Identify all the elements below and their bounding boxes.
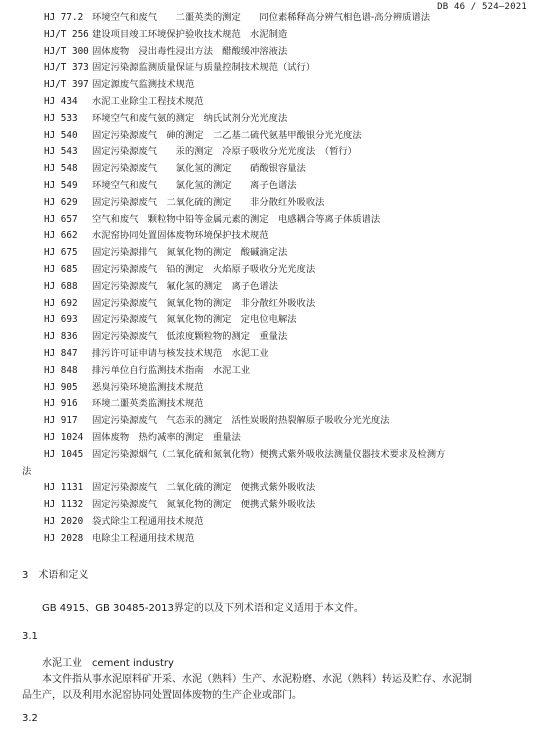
reference-title: 建设项目竣工环境保护验收技术规范 水泥制造 bbox=[92, 28, 288, 40]
reference-title: 排污许可证申请与核发技术规范 水泥工业 bbox=[92, 347, 269, 359]
reference-item bbox=[22, 262, 532, 279]
reference-code: HJ 847 bbox=[44, 347, 78, 359]
reference-code: HJ 657 bbox=[44, 213, 78, 225]
reference-title: 水泥工业除尘工程技术规范 bbox=[92, 95, 204, 107]
reference-item bbox=[22, 430, 532, 447]
term-3-1-number: 3.1 bbox=[22, 631, 38, 642]
reference-item bbox=[22, 497, 532, 514]
document-header: DB 46 / 524—2021 bbox=[437, 2, 527, 12]
reference-code: HJ 905 bbox=[44, 381, 78, 393]
reference-title: 固定污染源废气 低浓度颗粒物的测定 重量法 bbox=[92, 331, 288, 343]
reference-title: 排污单位自行监测技术指南 水泥工业 bbox=[92, 364, 251, 376]
reference-item bbox=[22, 195, 532, 212]
reference-title: 环境二噩英类监测技术规范 bbox=[92, 398, 204, 410]
reference-title: 固定污染源废气 铅的测定 火焰原子吸收分光光度法 bbox=[92, 263, 316, 275]
reference-title: 水泥窑协同处置固体废物环境保护技术规范 bbox=[92, 230, 269, 242]
reference-title: 固定污染源废气 氯化氢的测定 硝酸银容量法 bbox=[92, 163, 306, 175]
reference-code: HJ 848 bbox=[44, 364, 78, 376]
reference-code: HJ 675 bbox=[44, 247, 78, 259]
reference-title: 固体废物 浸出毒性浸出方法 醋酸缓冲溶液法 bbox=[92, 45, 288, 57]
reference-title-continuation: 法 bbox=[22, 465, 32, 477]
reference-code: HJ 662 bbox=[44, 230, 78, 242]
reference-code: HJ/T 256 bbox=[44, 28, 89, 40]
reference-title: 固定污染源废气 二氧化硫的测定 非分散红外吸收法 bbox=[92, 196, 325, 208]
reference-code: HJ 629 bbox=[44, 196, 78, 208]
reference-item bbox=[22, 380, 532, 397]
reference-code: HJ 2028 bbox=[44, 532, 84, 544]
reference-item bbox=[22, 228, 532, 245]
reference-code: HJ/T 397 bbox=[44, 79, 89, 91]
reference-item bbox=[22, 396, 532, 413]
reference-item bbox=[22, 245, 532, 262]
reference-title: 固定污染源烟气（二氧化硫和氮氧化物）便携式紫外吸收法测量仪器技术要求及检测方 bbox=[92, 448, 446, 460]
reference-title: 固定污染源废气 汞的测定 冷原子吸收分光光度法 （暂行） bbox=[92, 146, 357, 158]
reference-item bbox=[22, 346, 532, 363]
reference-code: HJ 917 bbox=[44, 415, 78, 427]
reference-code: HJ/T 300 bbox=[44, 45, 89, 57]
reference-item bbox=[22, 531, 532, 548]
reference-code: HJ 1132 bbox=[44, 499, 84, 511]
reference-title: 固定污染源监测质量保证与质量控制技术规范（试行） bbox=[92, 62, 316, 74]
reference-title: 固体废物 热灼减率的测定 重量法 bbox=[92, 431, 241, 443]
reference-title: 固定源废气监测技术规范 bbox=[92, 79, 195, 91]
reference-item bbox=[22, 44, 532, 61]
reference-title: 固定污染源废气 砷的测定 二乙基二硫代氨基甲酸银分光光度法 bbox=[92, 129, 362, 141]
reference-item bbox=[22, 296, 532, 313]
reference-item bbox=[22, 94, 532, 111]
reference-code: HJ 692 bbox=[44, 297, 78, 309]
reference-title: 固定污染源废气 氮氧化物的测定 非分散红外吸收法 bbox=[92, 297, 316, 309]
reference-item bbox=[22, 447, 532, 481]
reference-title: 固定污染源废气 氮氧化物的测定 定电位电解法 bbox=[92, 314, 297, 326]
reference-code: HJ 916 bbox=[44, 398, 78, 410]
reference-code: HJ 836 bbox=[44, 331, 78, 343]
reference-title: 固定污染源废气 氟化氢的测定 离子色谱法 bbox=[92, 280, 278, 292]
reference-title: 固定污染源废气 气态汞的测定 活性炭吸附热裂解原子吸收分光光度法 bbox=[92, 415, 390, 427]
reference-code: HJ 685 bbox=[44, 263, 78, 275]
reference-item bbox=[22, 413, 532, 430]
section-3-intro: GB 4915、GB 30485-2013界定的以及下列术语和定义适用于本文件。 bbox=[42, 603, 364, 614]
reference-title: 固定污染源排气 氮氧化物的测定 酸碱滴定法 bbox=[92, 247, 288, 259]
reference-item bbox=[22, 77, 532, 94]
reference-item bbox=[22, 363, 532, 380]
reference-code: HJ 1024 bbox=[44, 431, 84, 443]
reference-title: 电除尘工程通用技术规范 bbox=[92, 532, 195, 544]
reference-title: 固定污染源废气 氮氧化物的测定 便携式紫外吸收法 bbox=[92, 499, 316, 511]
reference-code: HJ 693 bbox=[44, 314, 78, 326]
reference-code: HJ/T 373 bbox=[44, 62, 89, 74]
reference-code: HJ 688 bbox=[44, 280, 78, 292]
reference-item bbox=[22, 111, 532, 128]
reference-item bbox=[22, 27, 532, 44]
reference-code: HJ 2020 bbox=[44, 515, 84, 527]
reference-title: 环境空气和废气 二噩英类的测定 同位素稀释高分辨气相色谱-高分辨质谱法 bbox=[92, 12, 431, 23]
term-3-1-definition-line1: 本文件指从事水泥原料矿开采、水泥（熟料）生产、水泥粉磨、水泥（熟料）转运及贮存、水泥制 bbox=[42, 674, 472, 685]
reference-title: 固定污染源废气 二氧化硫的测定 便携式紫外吸收法 bbox=[92, 482, 316, 494]
reference-item bbox=[22, 144, 532, 161]
section-3-heading: 3 术语和定义 bbox=[22, 570, 89, 581]
reference-item bbox=[22, 312, 532, 329]
reference-item bbox=[22, 60, 532, 77]
reference-item bbox=[22, 279, 532, 296]
reference-code: HJ 543 bbox=[44, 146, 78, 158]
reference-item bbox=[22, 480, 532, 497]
reference-code: HJ 540 bbox=[44, 129, 78, 141]
reference-item bbox=[22, 212, 532, 229]
reference-item bbox=[22, 329, 532, 346]
reference-code: HJ 549 bbox=[44, 179, 78, 191]
reference-code: HJ 533 bbox=[44, 112, 78, 124]
reference-code: HJ 1131 bbox=[44, 482, 84, 494]
reference-code: HJ 434 bbox=[44, 95, 78, 107]
reference-title: 恶臭污染环境监测技术规范 bbox=[92, 381, 204, 393]
term-3-1-title: 水泥工业 cement industry bbox=[42, 658, 174, 669]
reference-code: HJ 77.2 bbox=[44, 12, 84, 23]
term-3-2-number: 3.2 bbox=[22, 713, 38, 724]
reference-title: 环境空气和废气氨的测定 纳氏试剂分光光度法 bbox=[92, 112, 288, 124]
reference-code: HJ 548 bbox=[44, 163, 78, 175]
reference-title: 环境空气和废气 氯化氢的测定 离子色谱法 bbox=[92, 179, 297, 191]
reference-code: HJ 1045 bbox=[44, 448, 84, 460]
term-3-1-definition-line2: 品生产，以及利用水泥窑协同处置固体废物的生产企业或部门。 bbox=[22, 690, 302, 701]
reference-item bbox=[22, 514, 532, 531]
reference-item bbox=[22, 10, 532, 27]
normative-references-list bbox=[22, 10, 532, 548]
reference-item bbox=[22, 128, 532, 145]
reference-item bbox=[22, 178, 532, 195]
reference-title: 空气和废气 颗粒物中铅等金属元素的测定 电感耦合等离子体质谱法 bbox=[92, 213, 381, 225]
reference-item bbox=[22, 161, 532, 178]
reference-title: 袋式除尘工程通用技术规范 bbox=[92, 515, 204, 527]
